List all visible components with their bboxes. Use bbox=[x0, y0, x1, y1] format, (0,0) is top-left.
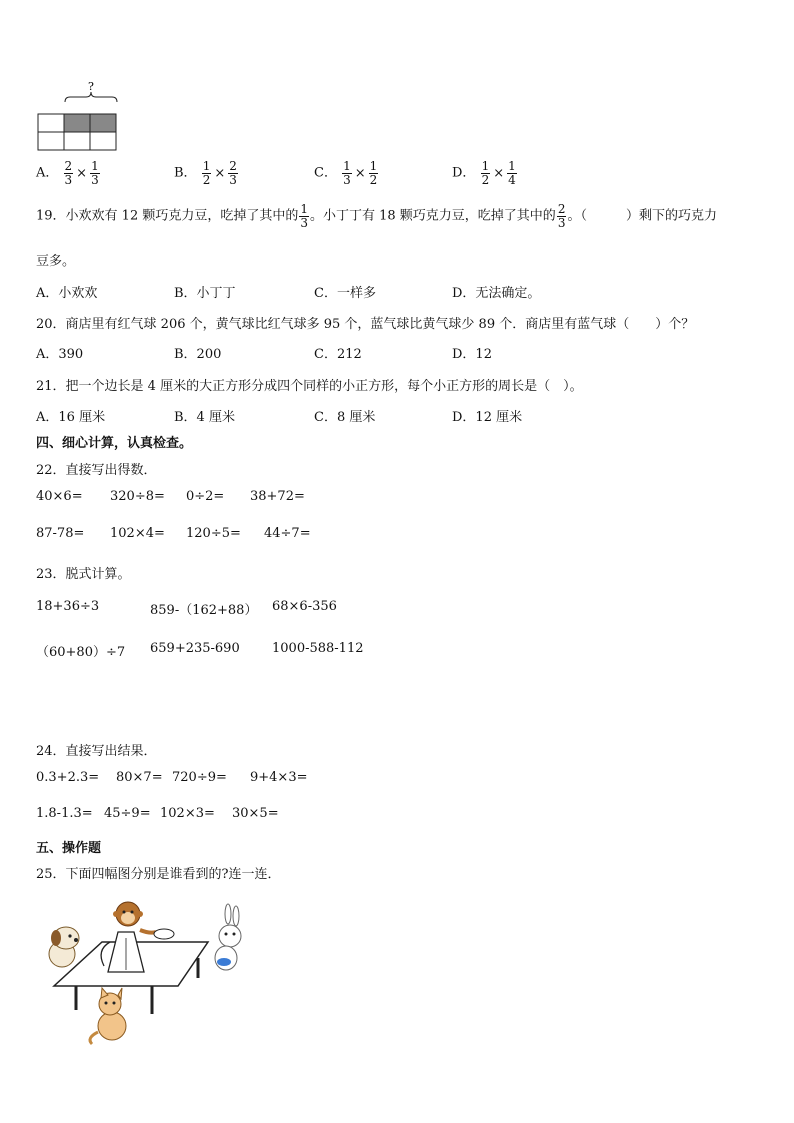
q24-item: 80×7= bbox=[116, 770, 163, 785]
q18-question-mark: ? bbox=[88, 80, 94, 93]
q18-cell-2 bbox=[90, 114, 116, 132]
q25-title: 25．下面四幅图分别是谁看到的?连一连． bbox=[36, 867, 281, 882]
q22-title: 22．直接写出得数． bbox=[36, 463, 157, 478]
q22-item: 38+72= bbox=[250, 489, 305, 504]
q21-option-b[interactable]: B．4 厘米 bbox=[174, 410, 235, 425]
q19-option-b[interactable]: B．小丁丁 bbox=[174, 286, 236, 301]
q21-option-d[interactable]: D．12 厘米 bbox=[452, 410, 523, 425]
q18-figure bbox=[36, 78, 126, 154]
q22-item: 87-78= bbox=[36, 526, 85, 541]
q19-question: 19．小欢欢有 12 颗巧克力豆，吃掉了其中的 $\frac{1}{3}$ 。小丁丁有 18 颗巧克力豆，吃掉了其中的 $\frac{2}{3}$ 。（ ）剩下的巧克力 bbox=[36, 202, 717, 230]
q21-option-c[interactable]: C．8 厘米 bbox=[314, 410, 376, 425]
q19-option-d[interactable]: D．无法确定。 bbox=[452, 286, 541, 301]
plate-icon bbox=[154, 929, 174, 939]
q18-lower-row bbox=[38, 132, 116, 150]
q19-option-a[interactable]: A．小欢欢 bbox=[36, 286, 98, 301]
q22-item: 102×4= bbox=[110, 526, 165, 541]
q20-option-b[interactable]: B．200 bbox=[174, 347, 222, 362]
q24-item: 45÷9= bbox=[104, 806, 151, 821]
q23-item: 68×6-356 bbox=[272, 599, 337, 614]
q24-item: 102×3= bbox=[160, 806, 215, 821]
q20-option-d[interactable]: D．12 bbox=[452, 347, 492, 362]
dog-icon bbox=[49, 927, 79, 967]
q23-item: 659+235-690 bbox=[150, 641, 240, 656]
q23-item: 859-（162+88） bbox=[150, 603, 258, 618]
q23-item: （60+80）÷7 bbox=[36, 645, 126, 660]
q18-option-a[interactable]: A． $\frac{2}{3}$ × $\frac{1}{3}$ bbox=[36, 159, 99, 187]
q22-item: 44÷7= bbox=[264, 526, 311, 541]
q24-item: 0.3+2.3= bbox=[36, 770, 100, 785]
q18-option-c[interactable]: C． $\frac{1}{3}$ × $\frac{1}{2}$ bbox=[314, 159, 378, 187]
q23-item: 18+36÷3 bbox=[36, 599, 100, 614]
q20-option-c[interactable]: C．212 bbox=[314, 347, 362, 362]
q24-item: 720÷9= bbox=[172, 770, 227, 785]
cat-icon bbox=[90, 988, 126, 1044]
q18-option-d[interactable]: D． $\frac{1}{2}$ × $\frac{1}{4}$ bbox=[452, 159, 516, 187]
q21-question: 21．把一个边长是 4 厘米的大正方形分成四个同样的小正方形，每个小正方形的周长是（ ）。 bbox=[36, 379, 583, 394]
q18-cell-0 bbox=[38, 114, 64, 132]
rabbit-icon bbox=[215, 904, 241, 970]
q24-item: 1.8-1.3= bbox=[36, 806, 93, 821]
q24-title: 24．直接写出结果． bbox=[36, 744, 157, 759]
q21-option-a[interactable]: A．16 厘米 bbox=[36, 410, 106, 425]
q20-question: 20．商店里有红气球 206 个，黄气球比红气球多 95 个，蓝气球比黄气球少 89 个．商店里有蓝气球（ ）个？ bbox=[36, 317, 695, 332]
q19-question-line2: 豆多。 bbox=[36, 254, 76, 269]
q24-item: 30×5= bbox=[232, 806, 279, 821]
q20-option-a[interactable]: A．390 bbox=[36, 347, 84, 362]
q18-cell-1 bbox=[64, 114, 90, 132]
q18-brace bbox=[65, 92, 117, 102]
monkey-icon bbox=[113, 902, 156, 933]
q19-option-c[interactable]: C．一样多 bbox=[314, 286, 376, 301]
q22-item: 0÷2= bbox=[186, 489, 225, 504]
q22-item: 320÷8= bbox=[110, 489, 165, 504]
section-4-heading: 四、细心计算，认真检查。 bbox=[36, 436, 193, 451]
q22-item: 120÷5= bbox=[186, 526, 241, 541]
q23-item: 1000-588-112 bbox=[272, 641, 364, 656]
q23-title: 23．脱式计算。 bbox=[36, 567, 131, 582]
q22-item: 40×6= bbox=[36, 489, 83, 504]
q24-item: 9+4×3= bbox=[250, 770, 308, 785]
q18-option-b[interactable]: B． $\frac{1}{2}$ × $\frac{2}{3}$ bbox=[174, 159, 237, 187]
section-5-heading: 五、操作题 bbox=[36, 841, 102, 856]
q25-illustration bbox=[40, 898, 255, 1048]
